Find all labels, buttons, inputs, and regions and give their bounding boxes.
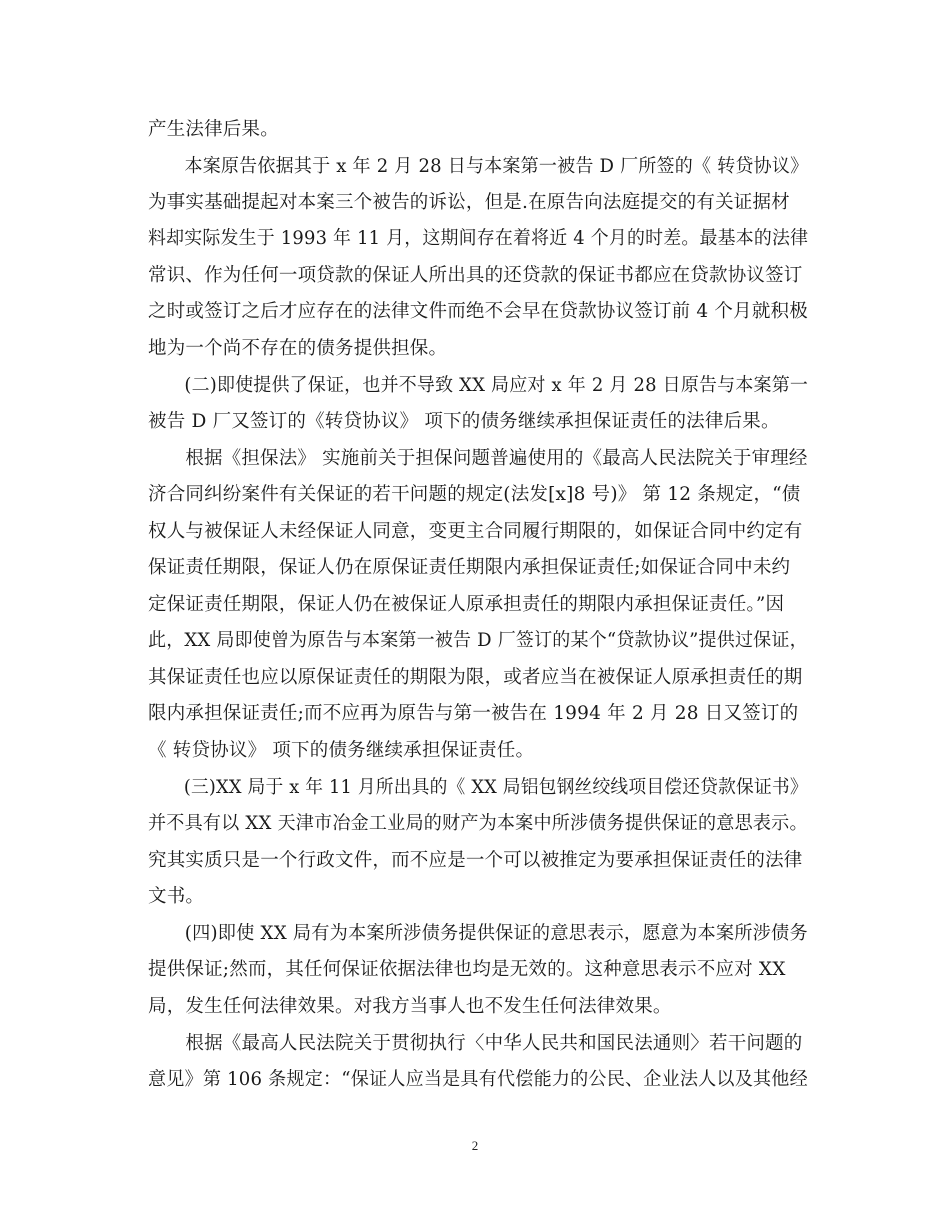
body-text-line: 文书。 (148, 886, 205, 907)
page-number: 2 (471, 1138, 479, 1153)
body-text-line: 地为一个尚不存在的债务提供担保。 (148, 338, 448, 359)
body-text-line: 保证责任期限，保证人仍在原保证责任期限内承担保证责任;如保证合同中未约 (148, 557, 791, 578)
body-text-line: 根据《最高人民法院关于贯彻执行〈中华人民共和国民法通则〉若干问题的 (148, 1033, 803, 1054)
body-text-line: 料却实际发生于 1993 年 11 月，这期间存在着将近 4 个月的时差。最基本的法律 (148, 228, 809, 249)
body-text-line: 限内承担保证责任;而不应再为原告与第一被告在 1994 年 2 月 28 日又签订的 (148, 703, 799, 724)
body-text-line: (四)即使 XX 局有为本案所涉债务提供保证的意思表示，愿意为本案所涉债务 (148, 923, 808, 944)
body-text-line: (二)即使提供了保证，也并不导致 XX 局应对 x 年 2 月 28 日原告与本案第一 (148, 375, 809, 396)
body-text-line: 并不具有以 XX 天津市冶金工业局的财产为本案中所涉债务提供保证的意思表示。 (148, 813, 808, 834)
body-text-line: 根据《担保法》 实施前关于担保问题普遍使用的《最高人民法院关于审理经 (148, 448, 808, 469)
body-text-line: 《 转贷协议》 项下的债务继续承担保证责任。 (148, 740, 535, 761)
body-text-line: 其保证责任也应以原保证责任的期限为限，或者应当在被保证人原承担责任的期 (148, 667, 803, 688)
body-text-line: 权人与被保证人未经保证人同意，变更主合同履行期限的，如保证合同中约定有 (148, 521, 803, 542)
body-text-line: 究其实质只是一个行政文件，而不应是一个可以被推定为要承担保证责任的法律 (148, 850, 803, 871)
body-text-line: (三)XX 局于 x 年 11 月所出具的《 XX 局铝包钢丝绞线项目偿还贷款保证书》 (148, 777, 808, 798)
body-text-line: 定保证责任期限，保证人仍在被保证人原承担责任的期限内承担保证责任。”因 (148, 594, 785, 615)
body-text-line: 本案原告依据其于 x 年 2 月 28 日与本案第一被告 D 厂所签的《 转贷协议》 (148, 156, 809, 177)
body-text-line: 常识、作为任何一项贷款的保证人所出具的还贷款的保证书都应在贷款协议签订 (148, 265, 803, 286)
body-text-line: 提供保证;然而，其任何保证依据法律也均是无效的。这种意思表示不应对 XX (148, 959, 786, 980)
body-text-line: 之时或签订之后才应存在的法律文件而绝不会早在贷款协议签订前 4 个月就积极 (148, 301, 808, 322)
body-text-line: 局，发生任何法律效果。对我方当事人也不发生任何法律效果。 (148, 996, 672, 1017)
body-text-line: 此，XX 局即使曾为原告与本案第一被告 D 厂签订的某个“贷款协议”提供过保证， (148, 630, 808, 651)
body-text-line: 意见》第 106 条规定：“保证人应当是具有代偿能力的公民、企业法人以及其他经 (148, 1069, 808, 1090)
body-text-line: 产生法律后果。 (148, 119, 279, 140)
body-text-line: 为事实基础提起对本案三个被告的诉讼，但是.在原告向法庭提交的有关证据材 (148, 192, 790, 213)
body-text-line: 被告 D 厂又签订的《转贷协议》 项下的债务继续承担保证责任的法律后果。 (148, 411, 780, 432)
body-text-line: 济合同纠纷案件有关保证的若干问题的规定(法发[x]8 号)》 第 12 条规定，“债 (148, 484, 801, 505)
